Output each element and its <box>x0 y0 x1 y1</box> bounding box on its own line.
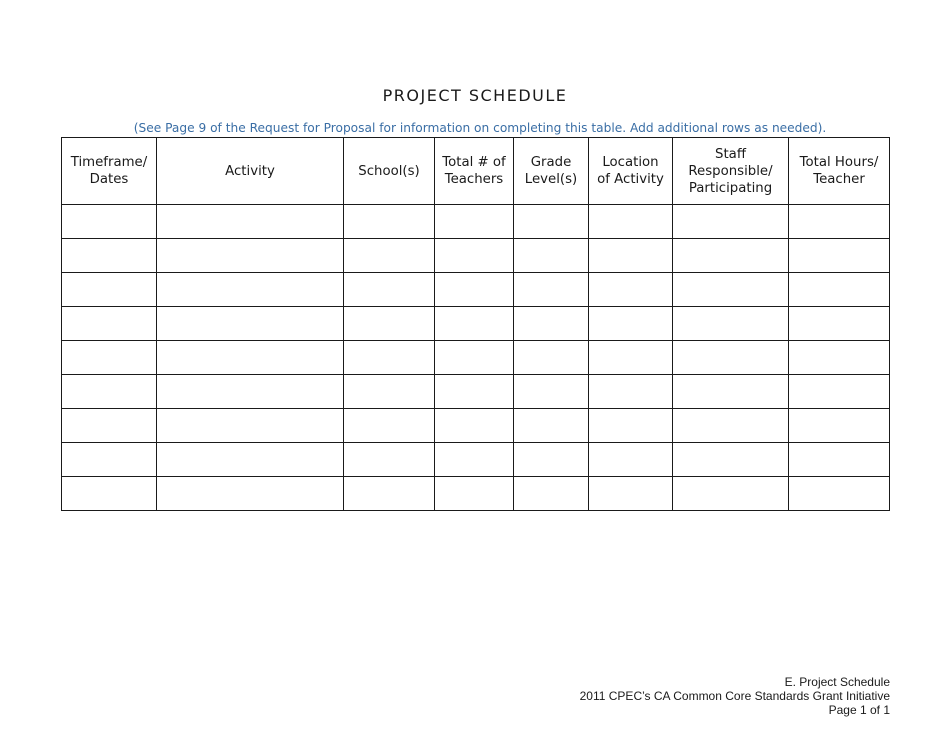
column-header-total-teachers <box>435 138 514 205</box>
table-cell[interactable] <box>589 205 673 239</box>
table-row <box>62 477 890 511</box>
table-cell[interactable] <box>344 341 435 375</box>
column-header-grade-levels <box>514 138 589 205</box>
page-footer <box>580 675 890 717</box>
column-header-schools-label: School(s) <box>358 163 420 179</box>
table-cell[interactable] <box>514 205 589 239</box>
table-cell[interactable] <box>789 409 890 443</box>
table-row <box>62 409 890 443</box>
column-header-location <box>589 138 673 205</box>
table-cell[interactable] <box>514 409 589 443</box>
column-header-location-label: Location of Activity <box>597 155 664 187</box>
table-cell[interactable] <box>589 341 673 375</box>
table-cell[interactable] <box>62 205 157 239</box>
footer-section-title: E. Project Schedule <box>784 675 890 689</box>
table-cell[interactable] <box>157 341 344 375</box>
table-cell[interactable] <box>514 239 589 273</box>
table-cell[interactable] <box>673 205 789 239</box>
instructions-note: (See Page 9 of the Request for Proposal for information on completing this table. Add additional rows as needed). <box>133 121 827 135</box>
column-header-schools <box>344 138 435 205</box>
table-cell[interactable] <box>157 205 344 239</box>
table-cell[interactable] <box>789 307 890 341</box>
table-cell[interactable] <box>157 409 344 443</box>
table-cell[interactable] <box>514 375 589 409</box>
table-cell[interactable] <box>157 375 344 409</box>
table-cell[interactable] <box>789 341 890 375</box>
table-cell[interactable] <box>673 239 789 273</box>
table-cell[interactable] <box>62 239 157 273</box>
footer-initiative: 2011 CPEC’s CA Common Core Standards Grant Initiative <box>579 689 890 703</box>
table-cell[interactable] <box>589 273 673 307</box>
header-row <box>62 138 890 205</box>
table-cell[interactable] <box>514 477 589 511</box>
table-cell[interactable] <box>62 375 157 409</box>
table-cell[interactable] <box>789 443 890 477</box>
table-cell[interactable] <box>589 443 673 477</box>
table-row <box>62 341 890 375</box>
table-cell[interactable] <box>789 273 890 307</box>
table-cell[interactable] <box>62 341 157 375</box>
table-cell[interactable] <box>62 443 157 477</box>
table-cell[interactable] <box>435 341 514 375</box>
column-header-total-hours <box>789 138 890 205</box>
table-cell[interactable] <box>435 307 514 341</box>
table-cell[interactable] <box>157 477 344 511</box>
table-cell[interactable] <box>435 443 514 477</box>
column-header-activity-label: Activity <box>225 163 275 179</box>
table-row <box>62 239 890 273</box>
table-cell[interactable] <box>589 239 673 273</box>
table-cell[interactable] <box>157 443 344 477</box>
table-cell[interactable] <box>789 239 890 273</box>
table-cell[interactable] <box>435 477 514 511</box>
table-cell[interactable] <box>344 205 435 239</box>
table-cell[interactable] <box>514 341 589 375</box>
column-header-activity <box>157 138 344 205</box>
table-cell[interactable] <box>344 477 435 511</box>
table-cell[interactable] <box>589 375 673 409</box>
table-cell[interactable] <box>673 341 789 375</box>
table-cell[interactable] <box>435 205 514 239</box>
table-cell[interactable] <box>344 273 435 307</box>
page-title: PROJECT SCHEDULE <box>382 86 568 105</box>
table-row <box>62 375 890 409</box>
column-header-staff <box>673 138 789 205</box>
table-cell[interactable] <box>673 307 789 341</box>
column-header-staff-label: Staff Responsible/ Participating <box>688 146 773 196</box>
table-cell[interactable] <box>344 443 435 477</box>
table-cell[interactable] <box>589 477 673 511</box>
column-header-total-teachers-label: Total # of Teachers <box>442 155 506 187</box>
table-cell[interactable] <box>514 307 589 341</box>
column-header-timeframe-label: Timeframe/ Dates <box>70 155 148 187</box>
table-cell[interactable] <box>435 375 514 409</box>
table-cell[interactable] <box>673 443 789 477</box>
table-row <box>62 307 890 341</box>
table-cell[interactable] <box>673 477 789 511</box>
table-cell[interactable] <box>62 307 157 341</box>
column-header-timeframe <box>62 138 157 205</box>
table-cell[interactable] <box>344 239 435 273</box>
table-cell[interactable] <box>344 307 435 341</box>
table-cell[interactable] <box>789 477 890 511</box>
column-header-total-hours-label: Total Hours/ Teacher <box>799 155 879 187</box>
table-cell[interactable] <box>157 239 344 273</box>
table-cell[interactable] <box>673 375 789 409</box>
table-cell[interactable] <box>62 273 157 307</box>
table-cell[interactable] <box>589 307 673 341</box>
table-cell[interactable] <box>673 273 789 307</box>
table-cell[interactable] <box>435 239 514 273</box>
table-cell[interactable] <box>589 409 673 443</box>
table-cell[interactable] <box>673 409 789 443</box>
table-row <box>62 205 890 239</box>
table-cell[interactable] <box>344 375 435 409</box>
table-cell[interactable] <box>344 409 435 443</box>
table-cell[interactable] <box>789 205 890 239</box>
table-row <box>62 443 890 477</box>
table-cell[interactable] <box>62 477 157 511</box>
table-cell[interactable] <box>514 273 589 307</box>
table-cell[interactable] <box>435 273 514 307</box>
column-header-grade-levels-label: Grade Level(s) <box>524 155 578 187</box>
table-row <box>62 273 890 307</box>
table-cell[interactable] <box>62 409 157 443</box>
footer-page-number: Page 1 of 1 <box>828 703 890 717</box>
table-cell[interactable] <box>435 409 514 443</box>
table-body <box>62 205 890 511</box>
table-cell[interactable] <box>789 375 890 409</box>
table-cell[interactable] <box>514 443 589 477</box>
table-cell[interactable] <box>157 307 344 341</box>
project-schedule-table <box>61 137 890 511</box>
table-cell[interactable] <box>157 273 344 307</box>
